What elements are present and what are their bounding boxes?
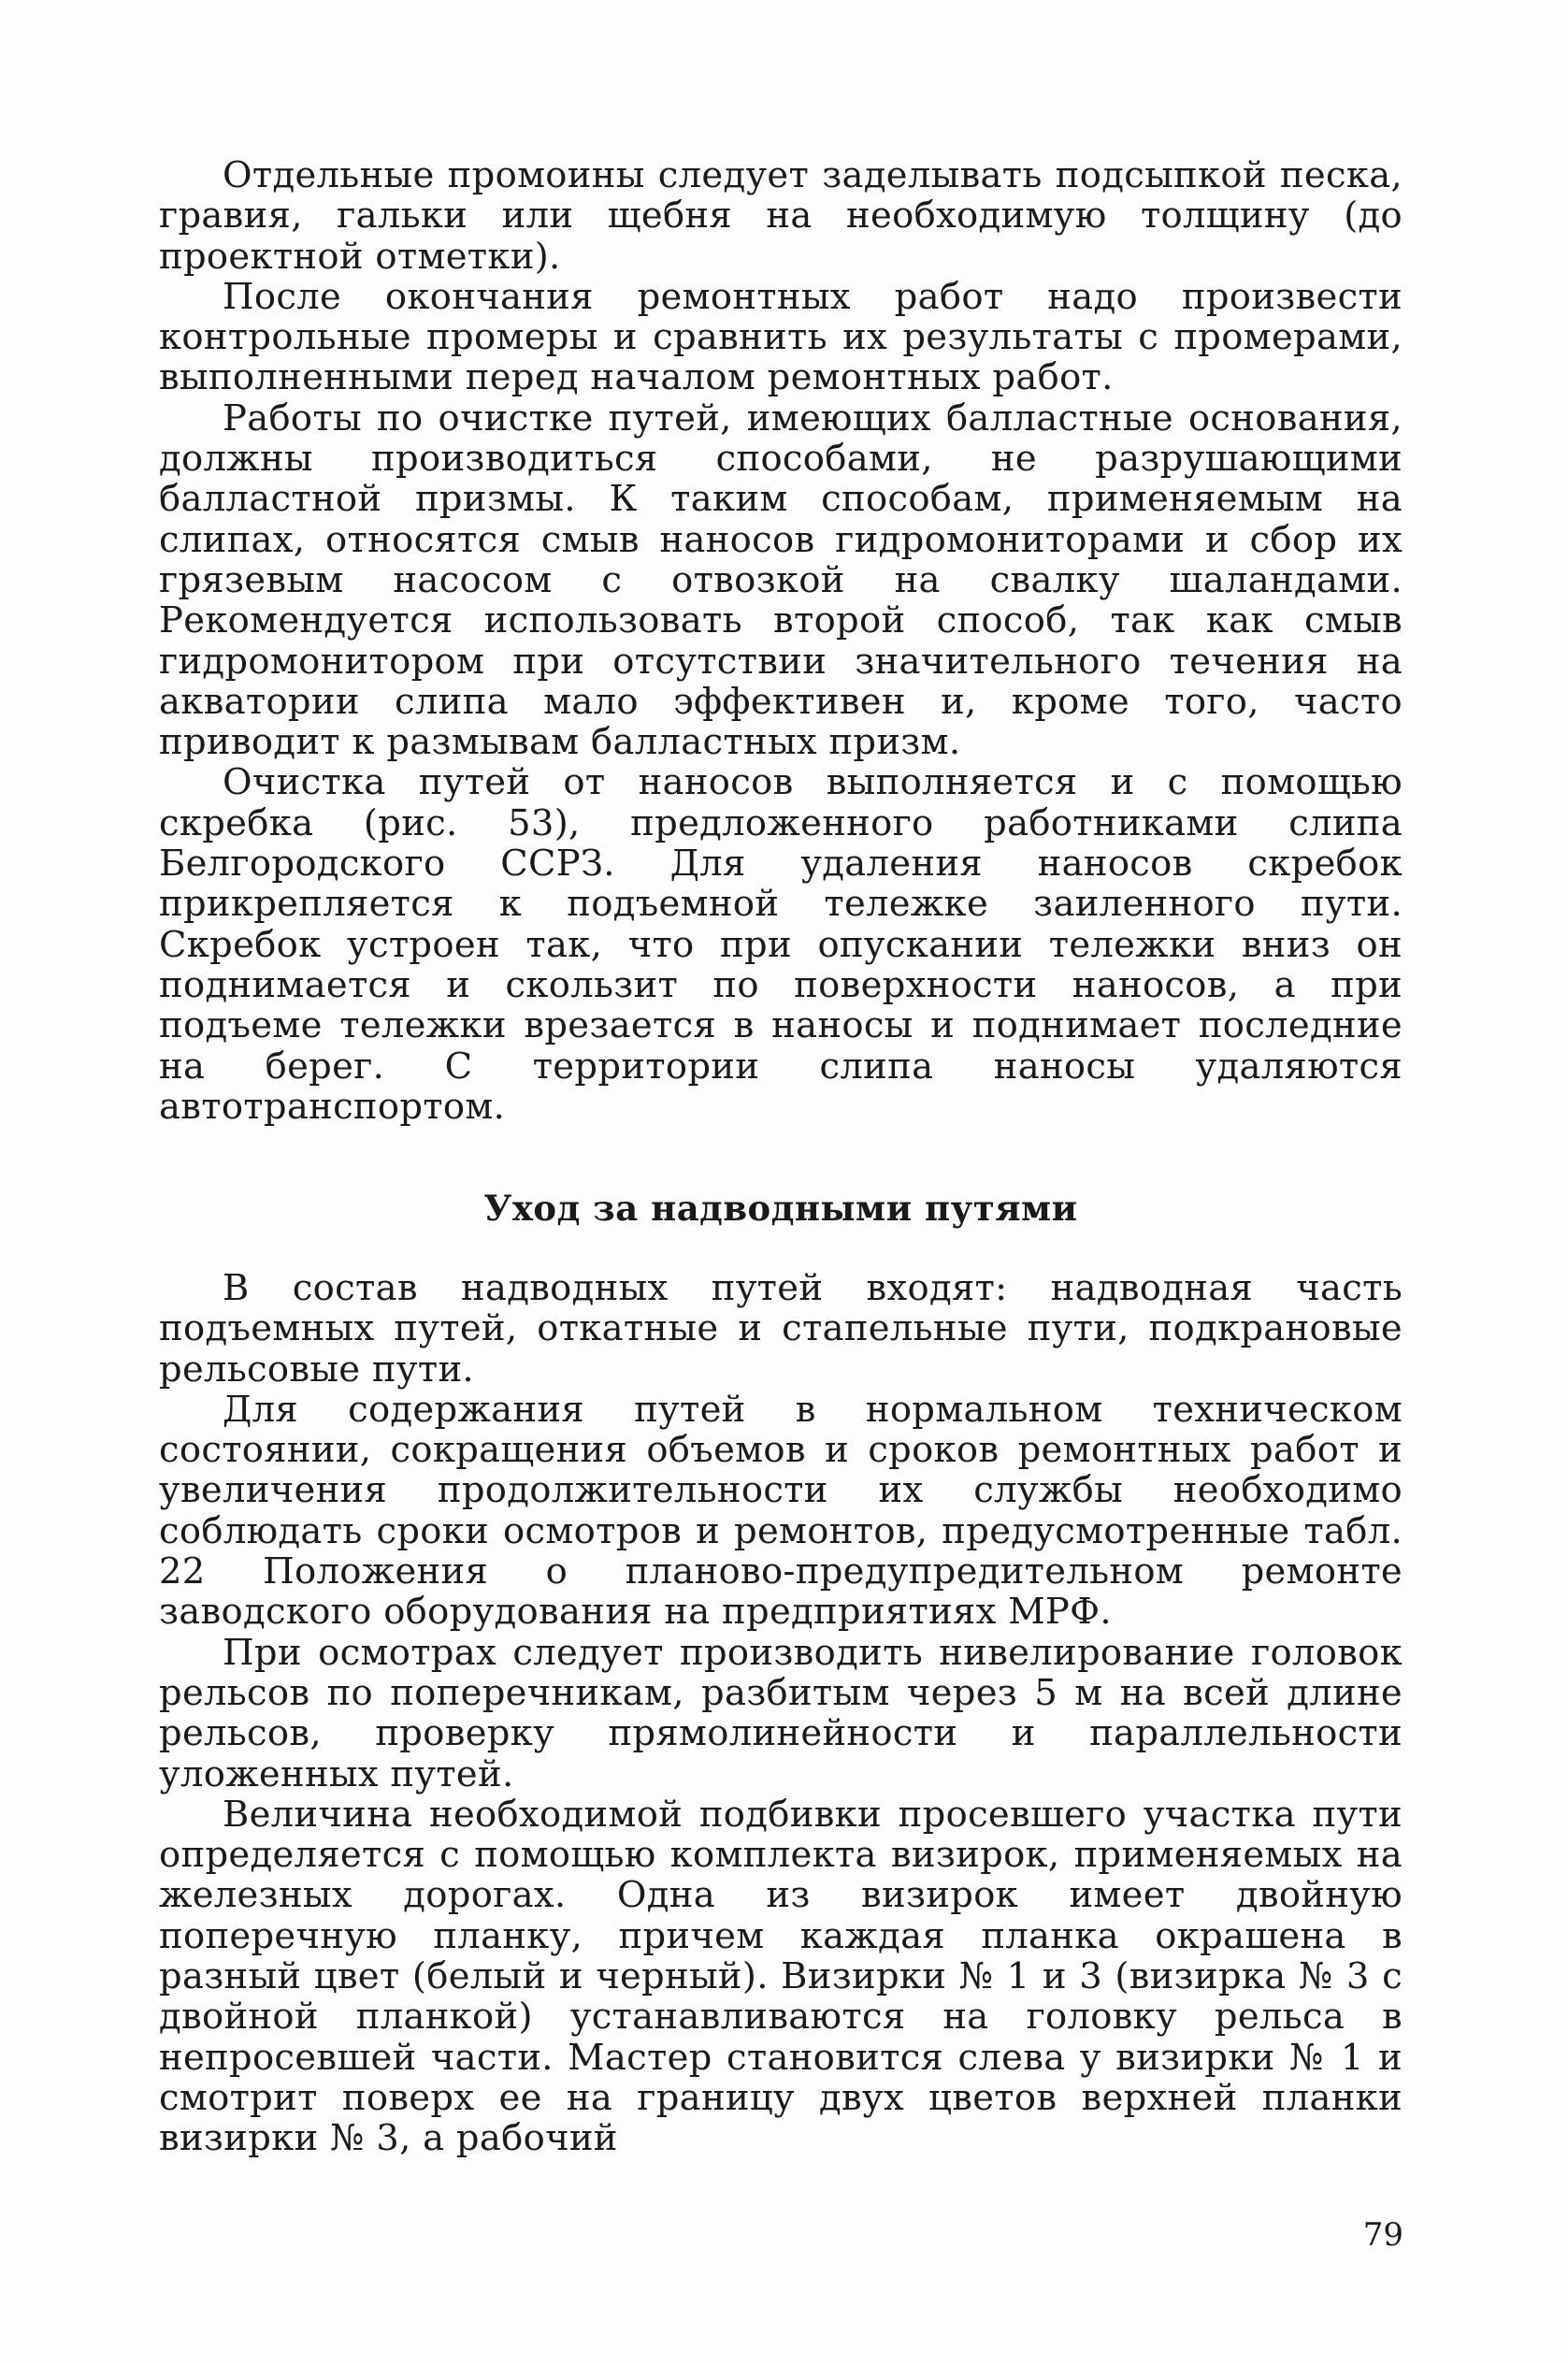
paragraph-scraper: Очистка путей от наносов выполняется и с помощью скребка (рис. 53), предложенного работниками слипа Белгородского ССРЗ. Для удаления наносов скребок прикрепляется к подъемной тележке заиленного пути. Скребок устроен так, что при опускании тележки вниз он поднимается и скользит по поверхности наносов, а при подъеме тележки врезается в наносы и поднимает последние на берег. С территории слипа наносы удаляются автотранспортом. (159, 761, 1403, 1128)
text-after-heading (159, 1268, 1403, 2159)
text-before-heading (159, 155, 1403, 1127)
paragraph-maintenance: Для содержания путей в нормальном техническом состоянии, сокращения объемов и сроков ремонтных работ и увеличения продолжительности их службы необходимо соблюдать сроки осмотров и ремонтов, предусмотренные табл. 22 Положения о планово-предупредительном ремонте заводского оборудования на предприятиях МРФ. (159, 1388, 1403, 1634)
paragraph-track-composition: В состав надводных путей входят: надводная часть подъемных путей, откатные и стапельные пути, подкрановые рельсовые пути. (159, 1267, 1403, 1391)
page-number: 79 (1362, 2216, 1403, 2254)
paragraph-track-cleaning: Работы по очистке путей, имеющих балластные основания, должны производиться способами, не разрушающими балластной призмы. К таким способам, применяемым на слипах, относятся смыв наносов гидромониторами и сбор их грязевым насосом с отвозкой на свалку шаландами. Рекомендуется использовать второй способ, так как смыв гидромонитором при отсутствии значительного течения на акватории слипа мало эффективен и, кроме того, часто приводит к размывам балластных призм. (159, 396, 1403, 764)
paragraph-washouts: Отдельные промоины следует заделывать подсыпкой песка, гравия, гальки или щебня на необходимую толщину (до проектной отметки). (159, 154, 1403, 278)
paragraph-control-measurements: После окончания ремонтных работ надо произвести контрольные промеры и сравнить их результаты с промерами, выполненными перед началом ремонтных работ. (159, 275, 1403, 399)
paragraph-sighting-rods: Величина необходимой подбивки просевшего участка пути определяется с помощью комплекта визирок, применяемых на железных дорогах. Одна из визирок имеет двойную поперечную планку, причем каждая планка окрашена в разный цвет (белый и черный). Визирки № 1 и 3 (визирка № 3 с двойной планкой) устанавливаются на головку рельса в непросевшей части. Мастер становится слева у визирки № 1 и смотрит поверх ее на границу двух цветов верхней планки визирки № 3, а рабочий (159, 1793, 1403, 2160)
section-title: Уход за надводными путями (483, 1188, 1078, 1229)
paragraph-inspections: При осмотрах следует производить нивелирование головок рельсов по поперечникам, разбитым через 5 м на всей длине рельсов, проверку прямолинейности и параллельности уложенных путей. (159, 1631, 1403, 1795)
